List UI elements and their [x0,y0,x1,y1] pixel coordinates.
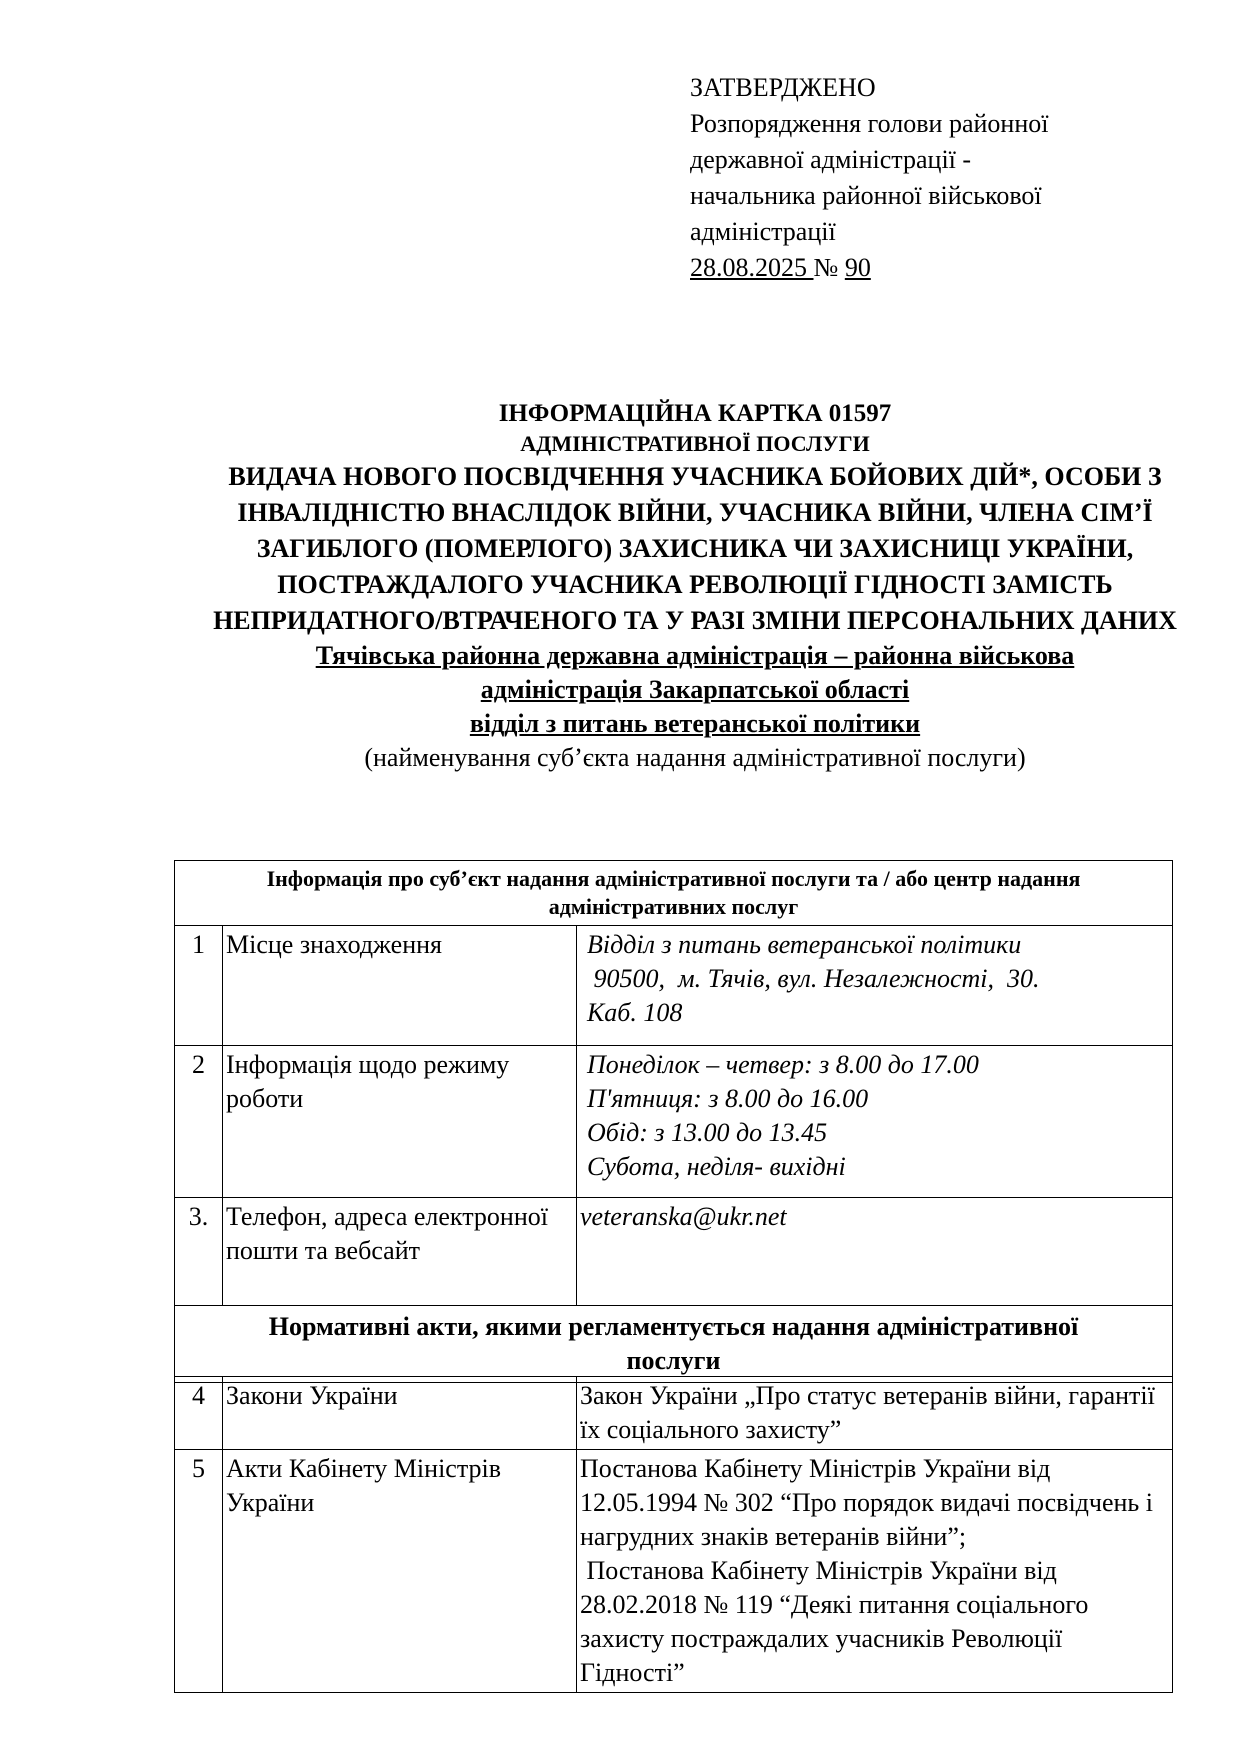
email-value: veteranska@ukr.net [580,1202,787,1231]
service-name: ВИДАЧА НОВОГО ПОСВІДЧЕННЯ УЧАСНИКА БОЙОВИХ ДІЙ*, ОСОБИ З ІНВАЛІДНІСТЮ ВНАСЛІДОК ВІЙНИ, УЧАСНИКА ВІЙНИ, ЧЛЕНА СІМ’Ї ЗАГИБЛОГО (ПОМЕРЛОГО) ЗАХИСНИКА ЧИ ЗАХИСНИЦІ УКРАЇНИ, ПОСТРАЖДАЛОГО УЧАСНИКА РЕВОЛЮЦІЇ ГІДНОСТІ ЗАМІСТЬ НЕПРИДАТНОГО/ВТРАЧЕНОГО ТА У РАЗІ ЗМІНИ ПЕРСОНАЛЬНИХ ДАНИХ [213,462,1177,635]
row-value [577,1198,1173,1306]
row-number: 3. [175,1198,223,1306]
table-row [175,1046,1173,1198]
section1-header: Інформація про суб’єкт надання адміністративної послуги та / або центр надання адміністративних послуг [175,861,1173,926]
section2-header: Нормативні акти, якими регламентується надання адміністративної послуги [175,1306,1173,1383]
resolution-1: Постанова Кабінету Міністрів України від 12.05.1994 № 302 “Про порядок видачі посвідчень і нагрудних знаків ветеранів війни”; [580,1454,1154,1551]
table-section-header [175,1306,1173,1383]
row-number: 5 [175,1450,223,1693]
approval-line-2: державної адміністрації - [690,145,972,174]
approval-number-sign: № [813,253,845,282]
approval-line-3: начальника районної військової [690,181,1042,210]
subject-line-3: відділ з питань ветеранської політики [469,709,921,738]
card-subtitle: АДМІНІСТРАТИВНОЇ ПОСЛУГИ [520,431,870,456]
value-line: Каб. 108 [587,998,683,1027]
card-title: ІНФОРМАЦІЙНА КАРТКА 01597 [498,400,892,427]
approval-heading: ЗАТВЕРДЖЕНО [690,73,876,102]
info-table [174,860,1173,1383]
approval-block [690,70,1210,286]
approval-date-line [690,250,1210,286]
row-label: Акти Кабінету Міністрів України [223,1450,577,1693]
approval-number: 90 [844,253,871,282]
row-label: Місце знаходження [223,926,577,1046]
value-line: Відділ з питань ветеранської політики [587,930,1022,959]
card-title-block [150,398,1240,775]
approval-line-1: Розпорядження голови районної [690,109,1049,138]
approval-date: 28.08.2025 [690,253,814,282]
subject-line-2: адміністрація Закарпатської області [480,675,910,704]
value-line: Субота, неділя- вихідні [587,1152,846,1181]
table-row [175,1198,1173,1306]
approval-line-4: адміністрації [690,217,836,246]
row-label: Інформація щодо режиму роботи [223,1046,577,1198]
row-number: 1 [175,926,223,1046]
legal-acts-table [174,1376,1173,1693]
row-value [577,926,1173,1046]
table-section-header [175,861,1173,926]
row-value [577,1450,1173,1693]
value-line: Понеділок – четвер: з 8.00 до 17.00 [587,1050,979,1079]
row-value [577,1046,1173,1198]
row-label: Телефон, адреса електронної пошти та вебсайт [223,1198,577,1306]
value-line: П'ятниця: з 8.00 до 16.00 [587,1084,869,1113]
resolution-2: Постанова Кабінету Міністрів України від 28.02.2018 № 119 “Деякі питання соціального захисту постраждалих учасників Революції Гідності” [580,1556,1095,1687]
value-line: Обід: з 13.00 до 13.45 [587,1118,828,1147]
row-label: Закони України [223,1377,577,1450]
table-row [175,1377,1173,1450]
row-number: 4 [175,1377,223,1450]
subject-note: (найменування суб’єкта надання адміністративної послуги) [364,743,1026,772]
row-number: 2 [175,1046,223,1198]
subject-line-1: Тячівська районна державна адміністрація – районна військова [315,641,1075,670]
value-line: 90500, м. Тячів, вул. Незалежності, 30. [587,964,1040,993]
table-row [175,926,1173,1046]
table-row [175,1450,1173,1693]
row-value: Закон України „Про статус ветеранів війни, гарантії їх соціального захисту” [577,1377,1173,1450]
